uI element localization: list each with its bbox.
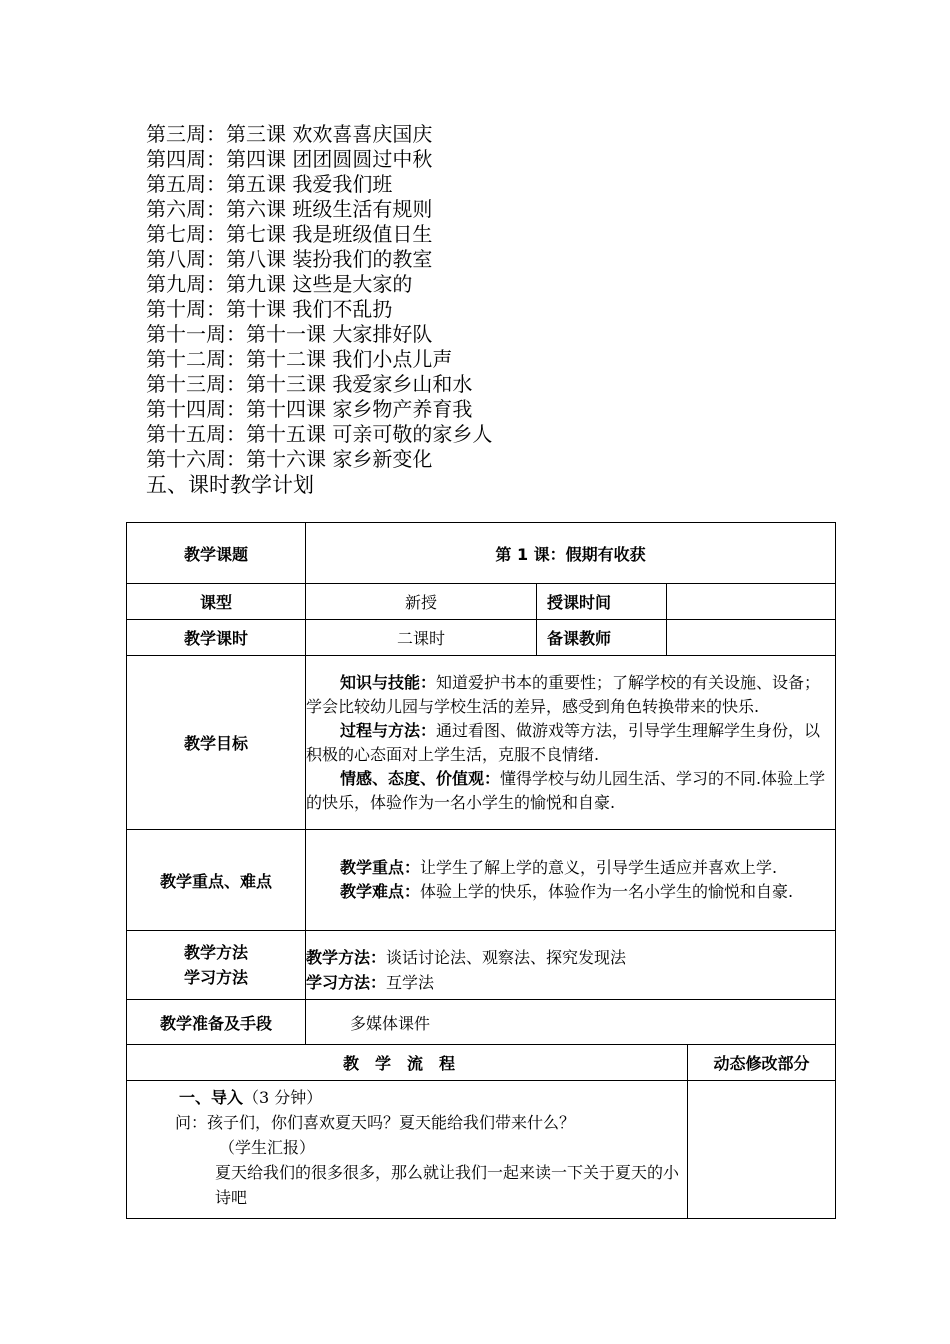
key-point: 教学重点：让学生了解上学的意义，引导学生适应并喜欢上学. [340, 858, 778, 877]
schedule-lesson: 第十五课 [246, 422, 326, 446]
prep-label: 教学准备及手段 [127, 1000, 306, 1045]
teacher-value [667, 620, 836, 656]
hours-value: 二课时 [306, 620, 537, 656]
schedule-line: 第十六周：第十六课 家乡新变化 [146, 447, 433, 471]
schedule-lesson: 第六课 [226, 197, 286, 221]
schedule-line: 第五周：第五课 我爱我们班 [146, 172, 393, 196]
schedule-title: 可亲可敬的家乡人 [332, 422, 493, 446]
topic-label: 教学课题 [127, 523, 306, 584]
methods-label: 教学方法 学习方法 [127, 931, 306, 1000]
schedule-week: 第三周 [146, 122, 206, 146]
type-value: 新授 [306, 584, 537, 620]
flow-header-row [127, 1045, 836, 1081]
section-title: 五、课时教学计划 [146, 473, 314, 497]
schedule-week: 第七周 [146, 222, 206, 246]
schedule-title: 这些是大家的 [292, 272, 413, 296]
schedule-title: 大家排好队 [332, 322, 433, 346]
schedule-week: 第十三周 [146, 372, 226, 396]
lesson-plan-table [126, 522, 836, 1219]
prep-value: 多媒体课件 [306, 1000, 836, 1045]
intro-question: 问：孩子们，你们喜欢夏天吗？夏天能给我们带来什么？ [175, 1113, 576, 1132]
keypoints-label: 教学重点、难点 [127, 830, 306, 931]
topic-value: 第 1 课：假期有收获 [306, 523, 836, 584]
schedule-title: 家乡新变化 [332, 447, 433, 471]
goal-process: 过程与方法：通过看图、做游戏等方法，引导学生理解学生身份，以积极的心态面对上学生活，克服不良情绪. [306, 720, 821, 764]
type-row [127, 584, 836, 620]
keypoints-content [306, 830, 836, 931]
flow-header: 教学流程 [127, 1045, 688, 1081]
schedule-lesson: 第十六课 [246, 447, 326, 471]
schedule-lesson: 第十二课 [246, 347, 326, 371]
time-value [667, 584, 836, 620]
hours-row [127, 620, 836, 656]
schedule-line: 第九周：第九课 这些是大家的 [146, 272, 413, 296]
schedule-title: 家乡物产养育我 [332, 397, 473, 421]
schedule-week: 第六周 [146, 197, 206, 221]
dynamic-header: 动态修改部分 [688, 1045, 836, 1081]
schedule-line: 第四周：第四课 团团圆圆过中秋 [146, 147, 433, 171]
schedule-title: 我爱家乡山和水 [332, 372, 473, 396]
goals-content [306, 656, 836, 830]
schedule-week: 第十四周 [146, 397, 226, 421]
dynamic-content [688, 1081, 836, 1219]
schedule-lesson: 第九课 [226, 272, 286, 296]
schedule-lesson: 第十一课 [246, 322, 326, 346]
learn-method: 学习方法：互学法 [306, 973, 435, 992]
keypoints-row [127, 830, 836, 931]
schedule-week: 第四周 [146, 147, 206, 171]
flow-content [127, 1081, 688, 1219]
goals-label: 教学目标 [127, 656, 306, 830]
schedule-title: 我爱我们班 [292, 172, 393, 196]
schedule-week: 第十周 [146, 297, 206, 321]
time-label: 授课时间 [537, 584, 667, 620]
schedule-lesson: 第三课 [226, 122, 286, 146]
methods-content [306, 931, 836, 1000]
schedule-week: 第十一周 [146, 322, 226, 346]
schedule-week: 第八周 [146, 247, 206, 271]
schedule-line: 第十四周：第十四课 家乡物产养育我 [146, 397, 473, 421]
schedule-title: 装扮我们的教室 [292, 247, 433, 271]
schedule-lesson: 第十三课 [246, 372, 326, 396]
schedule-week: 第十六周 [146, 447, 226, 471]
schedule-week: 第五周 [146, 172, 206, 196]
goals-row [127, 656, 836, 830]
schedule-line: 第十三周：第十三课 我爱家乡山和水 [146, 372, 473, 396]
schedule-title: 我们不乱扔 [292, 297, 393, 321]
type-label: 课型 [127, 584, 306, 620]
intro-heading: 一、导入（3 分钟） [179, 1088, 323, 1107]
schedule-line: 第十二周：第十二课 我们小点儿声 [146, 347, 453, 371]
schedule-week: 第九周 [146, 272, 206, 296]
schedule-lesson: 第十四课 [246, 397, 326, 421]
prep-row [127, 1000, 836, 1045]
schedule-title: 我们小点儿声 [332, 347, 453, 371]
weekly-schedule [146, 122, 492, 472]
schedule-line: 第十五周：第十五课 可亲可敬的家乡人 [146, 422, 493, 446]
schedule-line: 第三周：第三课 欢欢喜喜庆国庆 [146, 122, 433, 146]
flow-row [127, 1081, 836, 1219]
schedule-line: 第十一周：第十一课 大家排好队 [146, 322, 433, 346]
schedule-lesson: 第十课 [226, 297, 286, 321]
schedule-line: 第七周：第七课 我是班级值日生 [146, 222, 433, 246]
schedule-lesson: 第七课 [226, 222, 286, 246]
schedule-lesson: 第五课 [226, 172, 286, 196]
schedule-title: 班级生活有规则 [292, 197, 433, 221]
schedule-line: 第八周：第八课 装扮我们的教室 [146, 247, 433, 271]
schedule-title: 我是班级值日生 [292, 222, 433, 246]
goal-knowledge: 知识与技能：知道爱护书本的重要性；了解学校的有关设施、设备；学会比较幼儿园与学校生活的差异，感受到角色转换带来的快乐. [306, 672, 821, 716]
teacher-label: 备课教师 [537, 620, 667, 656]
hours-label: 教学课时 [127, 620, 306, 656]
intro-report: （学生汇报） [219, 1138, 316, 1157]
schedule-title: 团团圆圆过中秋 [292, 147, 433, 171]
topic-row [127, 523, 836, 584]
schedule-week: 第十二周 [146, 347, 226, 371]
difficult-point: 教学难点：体验上学的快乐，体验作为一名小学生的愉悦和自豪. [340, 882, 794, 901]
teach-method: 教学方法：谈话讨论法、观察法、探究发现法 [306, 948, 627, 967]
schedule-line: 第六周：第六课 班级生活有规则 [146, 197, 433, 221]
methods-row [127, 931, 836, 1000]
goal-emotion: 情感、态度、价值观：懂得学校与幼儿园生活、学习的不同.体验上学的快乐，体验作为一名小学生的愉悦和自豪. [306, 768, 826, 812]
schedule-lesson: 第四课 [226, 147, 286, 171]
schedule-line: 第十周：第十课 我们不乱扔 [146, 297, 393, 321]
schedule-week: 第十五周 [146, 422, 226, 446]
schedule-lesson: 第八课 [226, 247, 286, 271]
schedule-title: 欢欢喜喜庆国庆 [292, 122, 433, 146]
intro-statement: 夏天给我们的很多很多，那么就让我们一起来读一下关于夏天的小诗吧 [215, 1163, 680, 1207]
